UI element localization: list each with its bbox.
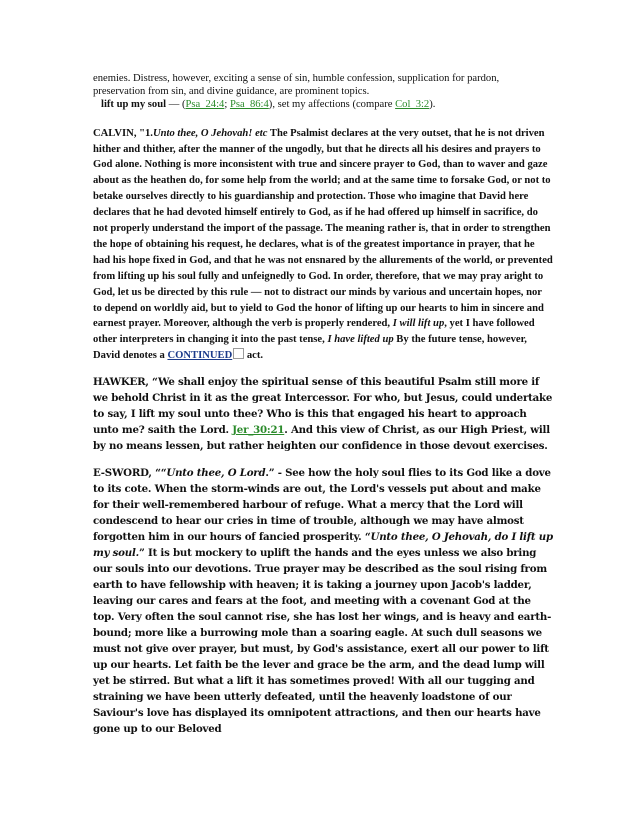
calvin-italic-have-lifted: I have lifted up (327, 334, 394, 346)
hawker-paragraph (93, 374, 553, 454)
esword-italic-phrase: Unto thee, O Lord (166, 467, 266, 480)
calvin-tail: act. (244, 350, 264, 362)
esword-prefix: E-SWORD, ““ (93, 467, 167, 480)
hawker-tail: . And this view of Christ, as our High Priest, will by no means lessen, but rather heighten our confidence in those devout exercises. (93, 424, 550, 453)
calvin-italic-phrase: Unto thee, O Jehovah! etc (152, 127, 268, 139)
hawker-body: HAWKER, “We shall enjoy the spiritual sense of this beautiful Psalm still more if we behold Christ in it as the great Intercessor. For who, but Jesus, could undertake to say, I lift my soul unto thee? Who is this that engaged his heart to approach unto me? saith the Lord. (93, 376, 553, 437)
note-lead: lift up my soul (101, 99, 167, 111)
calvin-body-3: By the future tense, however, David denotes a (93, 334, 527, 362)
calvin-italic-will-lift: I will lift up (392, 318, 445, 330)
note-end: ). (429, 99, 436, 111)
esword-body-2: ” It is but mockery to uplift the hands and the eyes unless we also bring our souls into our devotions. True prayer may be described as the soul rising from earth to have fellowship with heaven; it is taking a journey upon Jacob's ladder, leaving our cares and fears at the foot, and meeting with a covenant God at the top. Very often the soul cannot rise, she has lost her wings, and is heavy and earth-bound; more like a burrowing mole than a soaring eagle. At such dull seasons we must not give over prayer, but must, by God's assistance, exert all our power to lift up our hearts. Let faith be the lever and grace be the arm, and the dead lump will yet be stirred. But what a lift it has sometimes proved! With all our tugging and straining we have been utterly defeated, until the heavenly loadstone of our Saviour's love has displayed its omnipotent attractions, and then our hearts have gone up to our Beloved (93, 547, 552, 736)
intro-note-line (93, 98, 553, 111)
esword-body: .” - See how the holy soul flies to its God like a dove to its cote. When the storm-winds are out, the Lord's vessels put about and make for their well-remembered harbour of refuge. What a mercy that the Lord will condescend to hear our cries in time of trouble, although we may have almost forgotten him in our hours of fancied prosperity. “ (93, 467, 551, 544)
calvin-body: The Psalmist declares at the very outset, that he is not driven hither and thither, after the manner of the ungodly, but that he directs all his desires and prayers to God alone. Nothing is more inconsistent with true and sincere prayer to God, than to waver and gaze about as the heathen do, for some help from the world; and at the same time to forsake God, or not to betake ourselves directly to his guardianship and protection. Those who imagine that David here declares that he had devoted himself entirely to God, as if he had offered up himself in sacrifice, do not properly understand the import of the passage. The meaning rather is, that in order to strengthen the hope of obtaining his request, he declares, what is of the greatest importance in prayer, that he had his hope fixed in God, and that he was not ensnared by the allurements of the world, or prevented from lifting up his soul fully and unfeignedly to God. In order, therefore, that we may pray aright to God, let us be directed by this rule — not to distract our minds by various and uncertain hopes, nor to depend on worldly aid, but to yield to God the honor of lifting up our hearts to him in sincere and earnest prayer. Moreover, although the verb is properly rendered, (93, 127, 553, 330)
esword-italic-quote: Unto thee, O Jehovah, do I lift up my soul. (93, 531, 553, 560)
ref-link-jer-30-21[interactable]: Jer_30:21 (232, 424, 285, 437)
calvin-prefix: CALVIN, "1. (93, 127, 153, 139)
ref-separator: ; (224, 99, 230, 111)
note-dash: — ( (166, 99, 186, 111)
ref-link-psa-24-4[interactable]: Psa_24:4 (185, 99, 225, 111)
continued-icon (233, 348, 244, 359)
calvin-body-2: , yet I have followed other interpreters in changing it into the past tense, (93, 318, 535, 346)
intro-text: enemies. Distress, however, exciting a sense of sin, humble confession, supplication for pardon, preservation from sin, and divine guidance, are prominent topics. (93, 73, 500, 98)
ref-link-col-3-2[interactable]: Col_3:2 (395, 99, 430, 111)
esword-paragraph (93, 465, 553, 737)
intro-paragraph (93, 72, 553, 112)
calvin-paragraph (93, 126, 553, 365)
document-page (93, 72, 553, 737)
ref-link-psa-86-4[interactable]: Psa_86:4 (229, 99, 269, 111)
continued-link[interactable]: CONTINUED (167, 350, 233, 362)
note-middle: ), set my affections (compare (268, 99, 396, 111)
